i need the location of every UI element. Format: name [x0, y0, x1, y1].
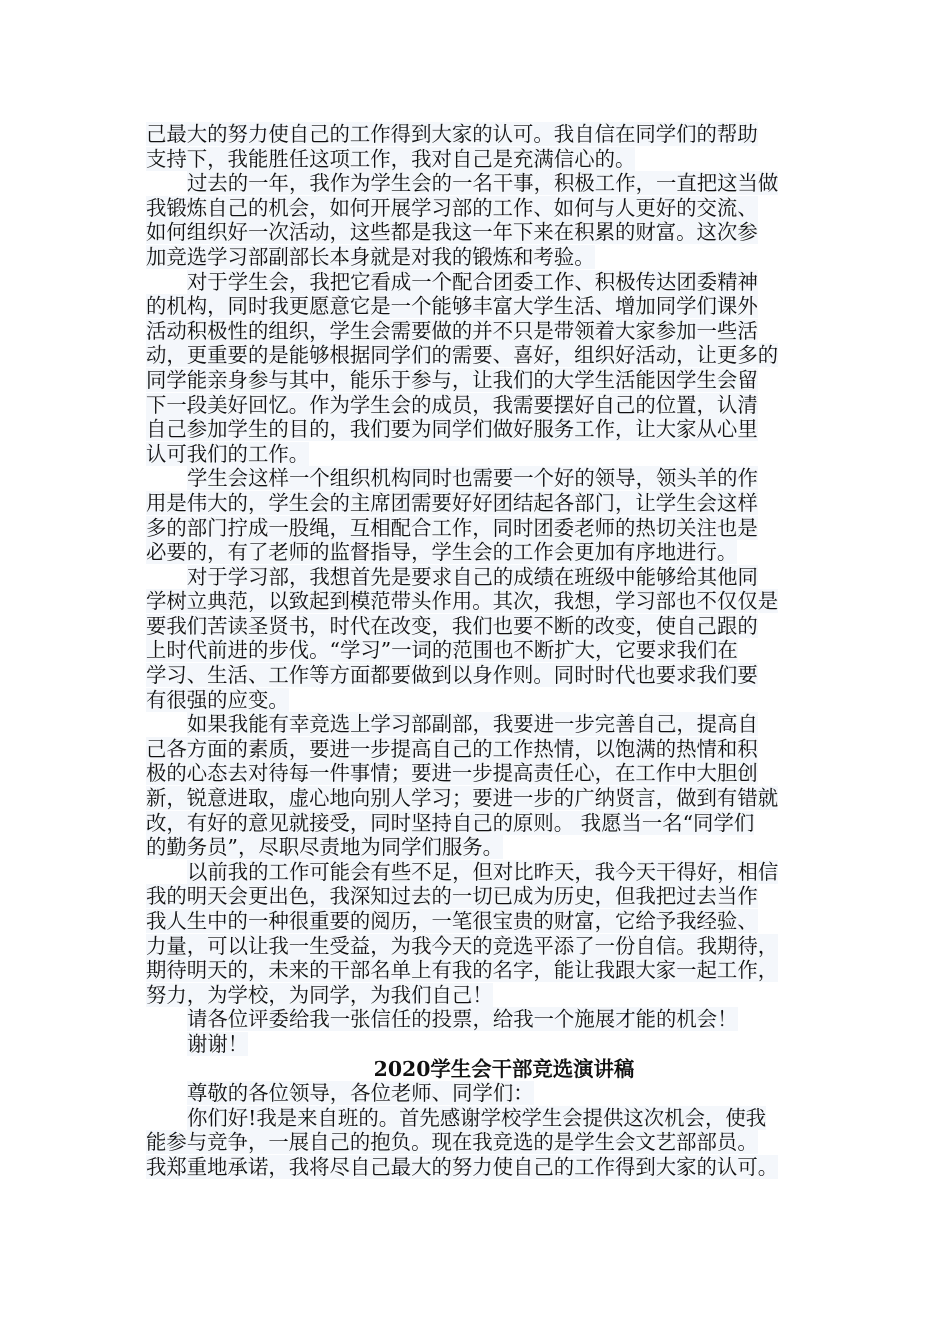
text-line-content: 力量，可以让我一生受益，为我今天的竞选平添了一份自信。我期待，	[146, 933, 779, 958]
text-line	[146, 147, 822, 172]
text-line-content: 我人生中的一种很重要的阅历，一笔很宝贵的财富，它给予我经验、	[146, 909, 758, 933]
text-line-content: 改，有好的意见就接受，同时坚持自己的原则。 我愿当一名“同学们	[146, 810, 755, 835]
text-line	[146, 220, 822, 245]
text-line	[146, 638, 822, 663]
text-line	[146, 368, 822, 393]
text-line-content: 上时代前进的步伐。“学习”一词的范围也不断扩大，它要求我们在	[146, 638, 738, 663]
text-line-content: 我郑重地承诺，我将尽自己最大的努力使自己的工作得到大家的认可。	[146, 1154, 779, 1179]
text-line	[146, 171, 822, 196]
text-line-content: 如果我能有幸竞选上学习部副部，我要进一步完善自己，提高自	[187, 712, 758, 737]
text-line	[146, 811, 822, 836]
text-line-content: 你们好!我是来自班的。首先感谢学校学生会提供这次机会，使我	[187, 1105, 767, 1130]
text-line-content: 过去的一年，我作为学生会的一名干事，积极工作，一直把这当做	[187, 171, 779, 196]
text-line	[146, 712, 822, 737]
speech-heading: 2020学生会干部竞选演讲稿	[373, 1056, 635, 1081]
text-line-content: 努力，为学校，为同学，为我们自己！	[146, 982, 493, 1007]
text-line	[146, 663, 822, 688]
text-line	[146, 516, 822, 541]
text-line	[146, 393, 822, 418]
text-line	[146, 540, 822, 565]
text-line	[146, 688, 822, 713]
text-line-content: 我的明天会更出色，我深知过去的一切已成为历史，但我把过去当作	[146, 884, 758, 909]
text-line-content: 对于学生会，我把它看成一个配合团委工作、积极传达团委精神	[187, 269, 758, 294]
text-line-content: 学习、生活、工作等方面都要做到以身作则。同时时代也要求我们要	[146, 663, 758, 688]
text-line-content: 己各方面的素质，要进一步提高自己的工作热情，以饱满的热情和积	[146, 736, 758, 761]
text-line-content: 极的心态去对待每一件事情；要进一步提高责任心，在工作中大胆创	[146, 761, 758, 786]
text-line-content: 多的部门拧成一股绳，互相配合工作，同时团委老师的热切关注也是	[146, 515, 758, 540]
text-line	[146, 761, 822, 786]
text-line	[146, 1032, 822, 1057]
text-line	[146, 835, 822, 860]
text-line-content: 认可我们的工作。	[146, 441, 310, 466]
text-line-content: 活动积极性的组织，学生会需要做的并不只是带领着大家参加一些活	[146, 318, 758, 343]
text-line	[146, 294, 822, 319]
text-line-content: 自己参加学生的目的，我们要为同学们做好服务工作，让大家从心里	[146, 417, 758, 442]
text-line	[146, 319, 822, 344]
document-body	[146, 122, 822, 1180]
text-line-content: 请各位评委给我一张信任的投票，给我一个施展才能的机会！	[187, 1007, 738, 1032]
text-line	[146, 614, 822, 639]
text-line	[146, 1081, 822, 1106]
text-line	[146, 196, 822, 221]
speech-text-part-1	[146, 122, 822, 1057]
text-line-content: 尊敬的各位领导，各位老师、同学们：	[187, 1081, 534, 1106]
text-line-content: 要我们苦读圣贤书，时代在改变，我们也要不断的改变，使自己跟的	[146, 613, 758, 638]
text-line	[146, 466, 822, 491]
text-line	[146, 442, 822, 467]
text-line-content: 我锻炼自己的机会，如何开展学习部的工作、如何与人更好的交流、	[146, 195, 758, 220]
text-line	[146, 491, 822, 516]
text-line	[146, 737, 822, 762]
text-line	[146, 270, 822, 295]
text-line-content: 以前我的工作可能会有些不足，但对比昨天，我今天干得好，相信	[187, 859, 779, 884]
text-line-content: 动，更重要的是能够根据同学们的需要、喜好，组织好活动，让更多的	[146, 343, 779, 368]
speech-text-part-2	[146, 1081, 822, 1179]
text-line-content: 用是伟大的，学生会的主席团需要好好团结起各部门，让学生会这样	[146, 490, 758, 515]
text-line	[146, 245, 822, 270]
text-line-content: 谢谢！	[187, 1031, 249, 1056]
text-line	[146, 565, 822, 590]
text-line	[146, 1106, 822, 1131]
text-line-content: 能参与竞争，一展自己的抱负。现在我竞选的是学生会文艺部部员。	[146, 1130, 758, 1155]
text-line-content: 学树立典范，以致起到模范带头作用。其次，我想，学习部也不仅仅是	[146, 589, 779, 614]
text-line	[146, 1155, 822, 1180]
text-line-content: 同学能亲身参与其中，能乐于参与，让我们的大学生活能因学生会留	[146, 367, 758, 392]
text-line	[146, 909, 822, 934]
text-line-content: 新，锐意进取，虚心地向别人学习；要进一步的广纳贤言，做到有错就	[146, 786, 779, 811]
text-line	[146, 417, 822, 442]
text-line-content: 对于学习部，我想首先是要求自己的成绩在班级中能够给其他同	[187, 564, 758, 589]
text-line-content: 期待明天的，未来的干部名单上有我的名字，能让我跟大家一起工作，	[146, 958, 779, 983]
text-line	[146, 884, 822, 909]
text-line	[146, 958, 822, 983]
text-line	[146, 934, 822, 959]
text-line-content: 必要的，有了老师的监督指导，学生会的工作会更加有序地进行。	[146, 540, 738, 565]
text-line-content: 的勤务员”，尽职尽责地为同学们服务。	[146, 835, 504, 860]
text-line	[146, 343, 822, 368]
text-line-content: 加竞选学习部副部长本身就是对我的锻炼和考验。	[146, 244, 595, 269]
text-line-content: 如何组织好一次活动，这些都是我这一年下来在积累的财富。这次参	[146, 220, 758, 245]
text-line-content: 有很强的应变。	[146, 687, 289, 712]
text-line-content: 支持下，我能胜任这项工作，我对自己是充满信心的。	[146, 146, 636, 171]
text-line-content: 下一段美好回忆。作为学生会的成员，我需要摆好自己的位置，认清	[146, 392, 758, 417]
text-line-content: 的机构，同时我更愿意它是一个能够丰富大学生活、增加同学们课外	[146, 294, 758, 319]
text-line	[146, 122, 822, 147]
text-line-content: 己最大的努力使自己的工作得到大家的认可。我自信在同学们的帮助	[146, 122, 758, 146]
text-line	[146, 860, 822, 885]
text-line	[146, 1130, 822, 1155]
text-line	[146, 1007, 822, 1032]
text-line	[146, 786, 822, 811]
text-line-content: 学生会这样一个组织机构同时也需要一个好的领导，领头羊的作	[187, 466, 758, 491]
text-line	[146, 589, 822, 614]
text-line	[146, 983, 822, 1008]
